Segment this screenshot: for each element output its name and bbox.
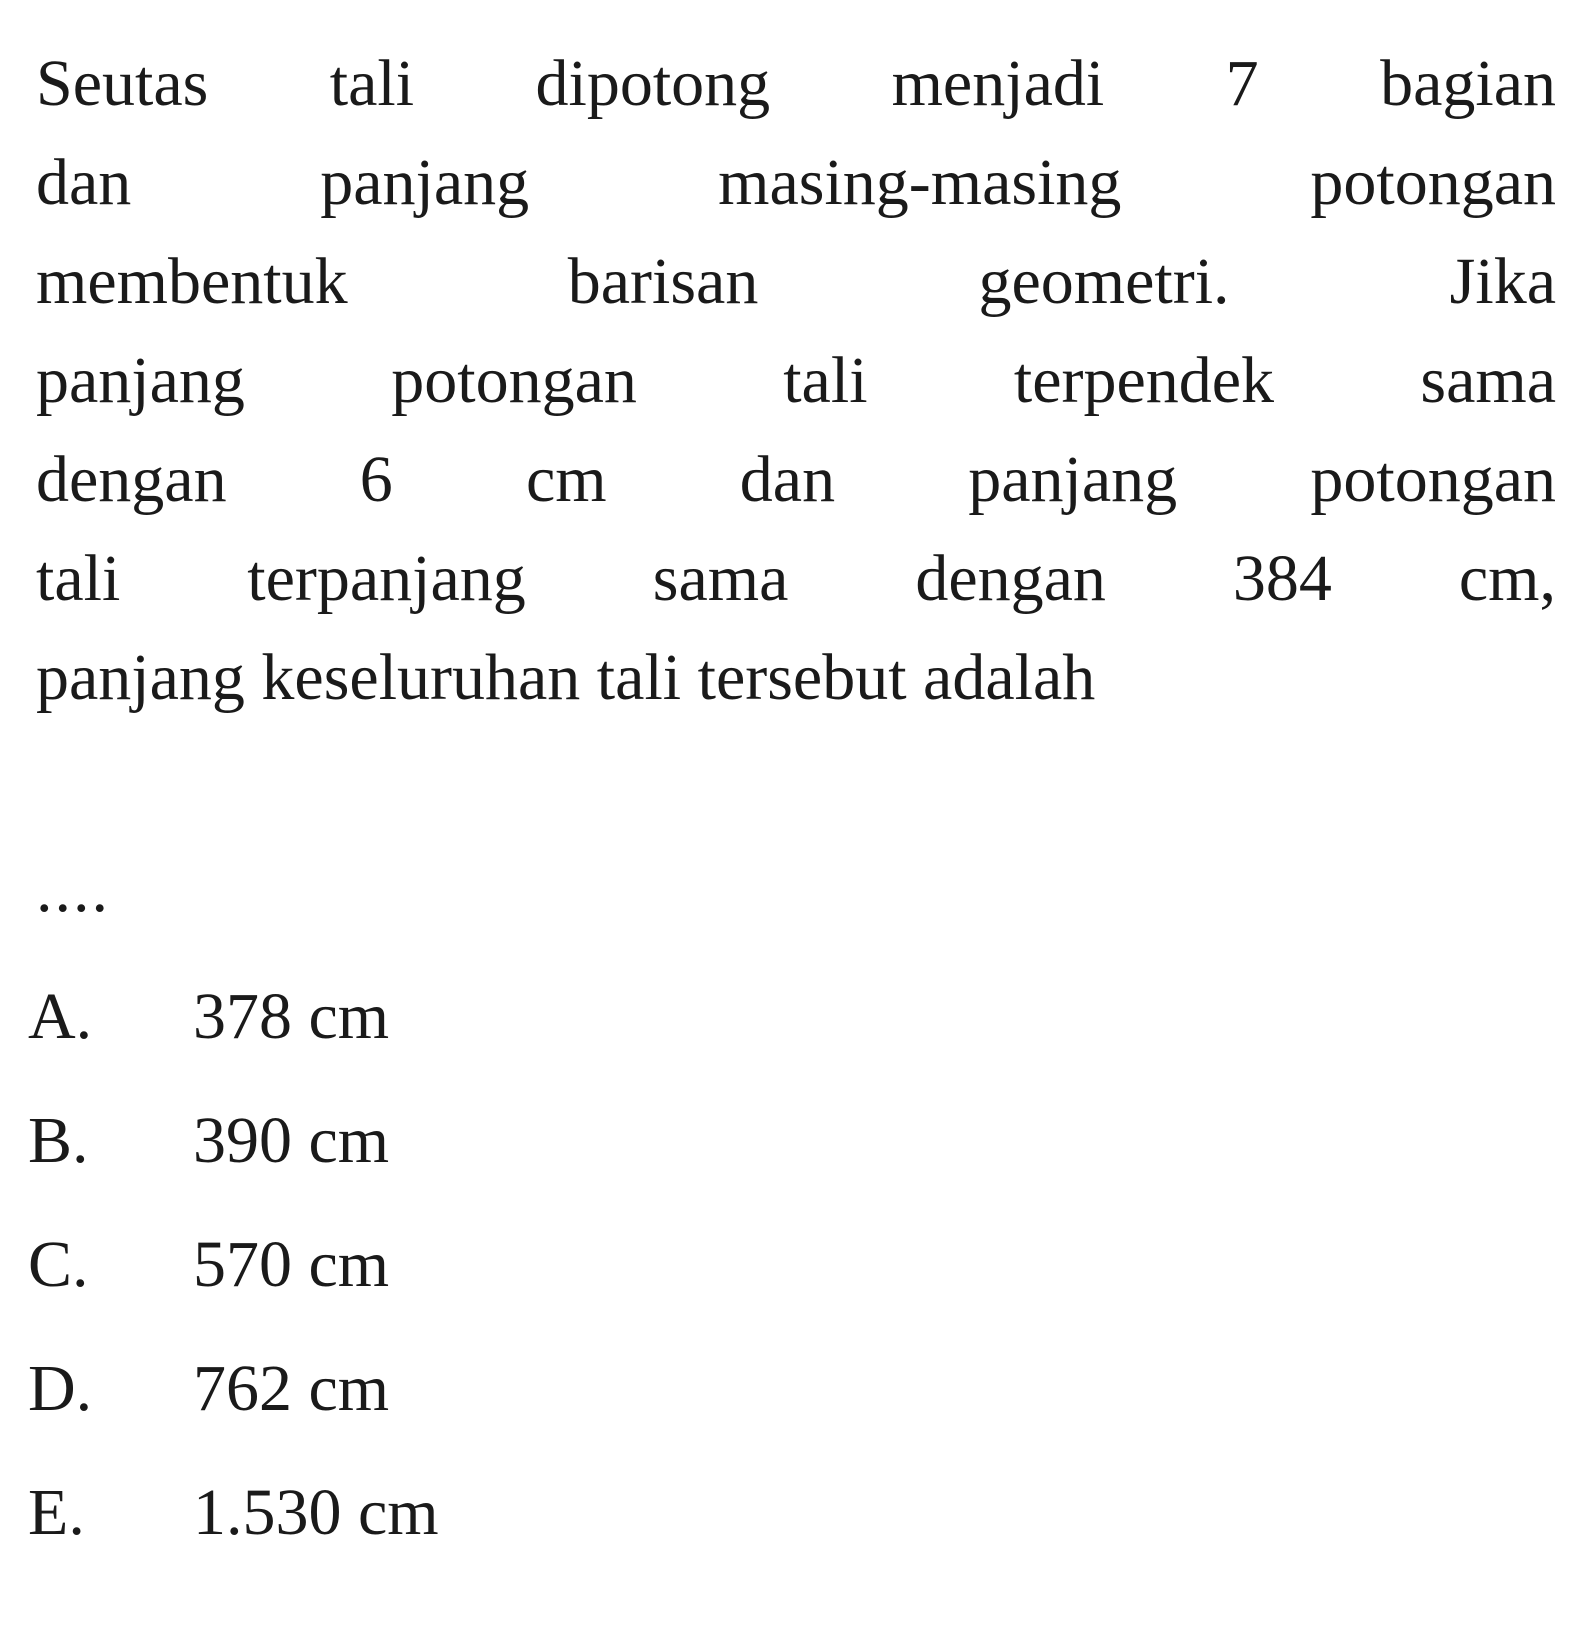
question-line-5: dengan 6 cm dan panjang potongan [36, 443, 1556, 516]
option-letter: E. [28, 1476, 85, 1549]
option-letter: C. [28, 1228, 89, 1301]
question-line-3: membentuk barisan geometri. Jika [36, 245, 1556, 318]
option-value: 390 cm [193, 1104, 390, 1177]
option-value: 378 cm [193, 980, 390, 1053]
answer-options [28, 962, 439, 1582]
question-line-2: dan panjang masing-masing potongan [36, 146, 1556, 219]
option-a[interactable] [28, 962, 439, 1086]
question-ellipsis: .... [36, 853, 110, 926]
option-value: 762 cm [193, 1352, 390, 1425]
option-letter: A. [28, 980, 93, 1053]
question-text [36, 34, 1556, 727]
question-line-6: tali terpanjang sama dengan 384 cm, [36, 542, 1556, 615]
option-d[interactable] [28, 1334, 439, 1458]
question-line-4: panjang potongan tali terpendek sama [36, 344, 1556, 417]
option-e[interactable] [28, 1458, 439, 1582]
option-letter: D. [28, 1352, 93, 1425]
question-line-7: panjang keseluruhan tali tersebut adalah [36, 641, 1096, 714]
option-letter: B. [28, 1104, 89, 1177]
question-line-1: Seutas tali dipotong menjadi 7 bagian [36, 47, 1556, 120]
option-value: 570 cm [193, 1228, 390, 1301]
option-value: 1.530 cm [193, 1476, 439, 1549]
option-b[interactable] [28, 1086, 439, 1210]
option-c[interactable] [28, 1210, 439, 1334]
